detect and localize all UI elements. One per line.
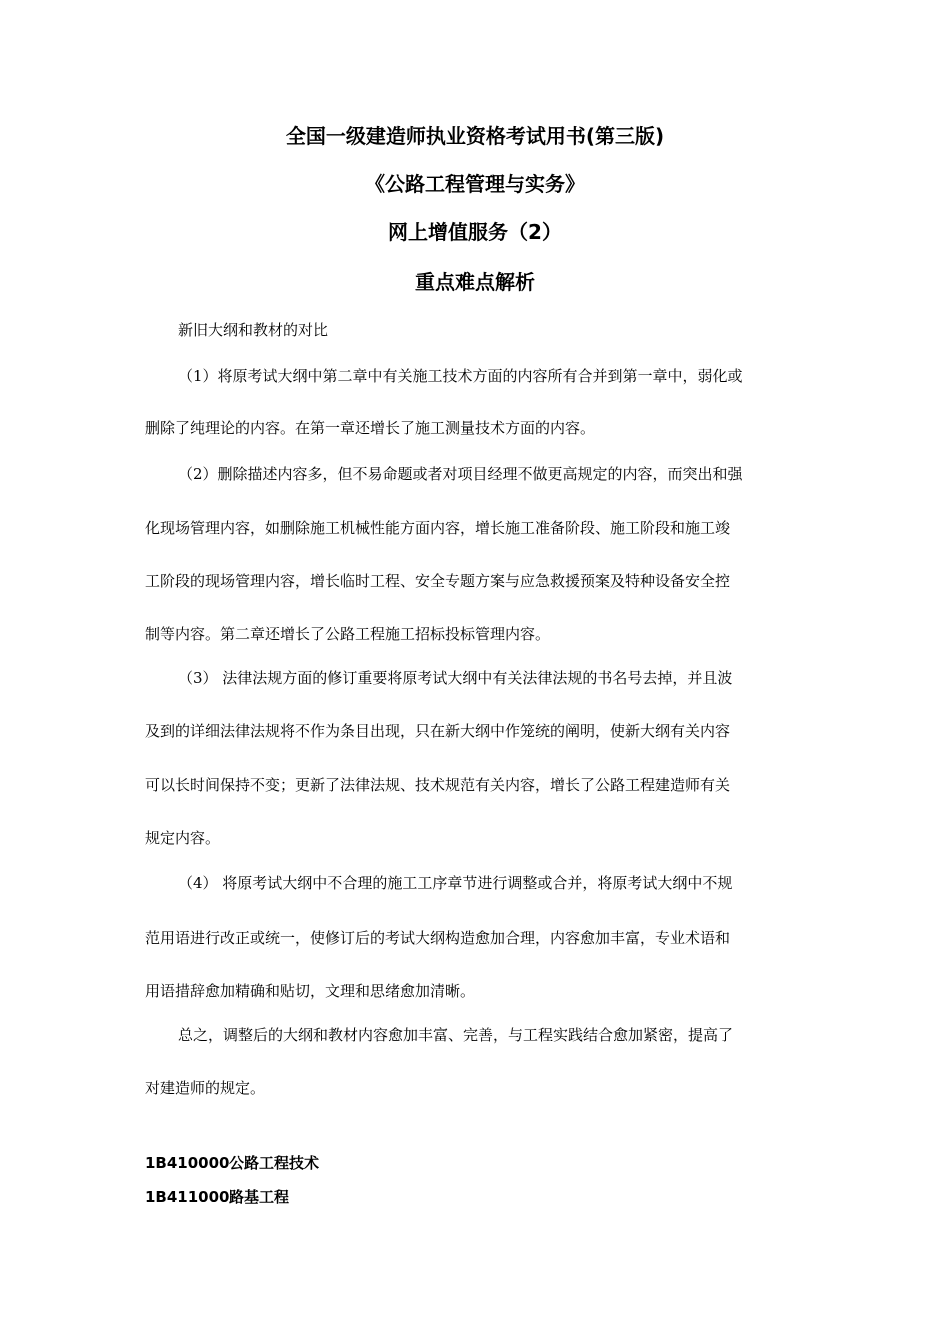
paragraph-line: 及到的详细法律法规将不作为条目出现，只在新大纲中作笼统的阐明，使新大纲有关内容 xyxy=(145,722,731,740)
section-code: 1B410000 xyxy=(145,1154,230,1172)
section-heading xyxy=(145,1187,289,1207)
section-heading xyxy=(145,1153,319,1173)
document-title: 全国一级建造师执业资格考试用书(第三版) xyxy=(285,124,665,148)
paragraph-line: 可以长时间保持不变；更新了法律法规、技术规范有关内容，增长了公路工程建造师有关 xyxy=(145,776,731,794)
section-code: 1B411000 xyxy=(145,1188,230,1206)
section-title: 路基工程 xyxy=(229,1188,290,1206)
paragraph-line: 删除了纯理论的内容。在第一章还增长了施工测量技术方面的内容。 xyxy=(145,419,596,437)
section-title: 公路工程技术 xyxy=(229,1154,320,1172)
paragraph-line: 化现场管理内容，如删除施工机械性能方面内容，增长施工准备阶段、施工阶段和施工竣 xyxy=(145,519,731,537)
paragraph-line: 用语措辞愈加精确和贴切，文理和思绪愈加清晰。 xyxy=(145,982,476,1000)
paragraph-line: （3） 法律法规方面的修订重要将原考试大纲中有关法律法规的书名号去掉，并且波 xyxy=(178,669,733,687)
paragraph-line: 规定内容。 xyxy=(145,829,221,847)
service-title: 网上增值服务（2） xyxy=(388,220,562,244)
paragraph-line: 工阶段的现场管理内容，增长临时工程、安全专题方案与应急救援预案及特种设备安全控 xyxy=(145,572,731,590)
paragraph-line: 范用语进行改正或统一，使修订后的考试大纲构造愈加合理，内容愈加丰富，专业术语和 xyxy=(145,929,731,947)
paragraph-line: 总之，调整后的大纲和教材内容愈加丰富、完善，与工程实践结合愈加紧密，提高了 xyxy=(178,1026,734,1044)
paragraph-line: （1）将原考试大纲中第二章中有关施工技术方面的内容所有合并到第一章中，弱化或 xyxy=(178,367,743,385)
book-title: 《公路工程管理与实务》 xyxy=(365,172,585,196)
topic-title: 重点难点解析 xyxy=(415,270,535,294)
paragraph-line: 对建造师的规定。 xyxy=(145,1079,266,1097)
intro-text: 新旧大纲和教材的对比 xyxy=(178,321,329,339)
paragraph-line: （4） 将原考试大纲中不合理的施工工序章节进行调整或合并，将原考试大纲中不规 xyxy=(178,874,733,892)
paragraph-line: （2）删除描述内容多，但不易命题或者对项目经理不做更高规定的内容，而突出和强 xyxy=(178,465,743,483)
paragraph-line: 制等内容。第二章还增长了公路工程施工招标投标管理内容。 xyxy=(145,625,551,643)
